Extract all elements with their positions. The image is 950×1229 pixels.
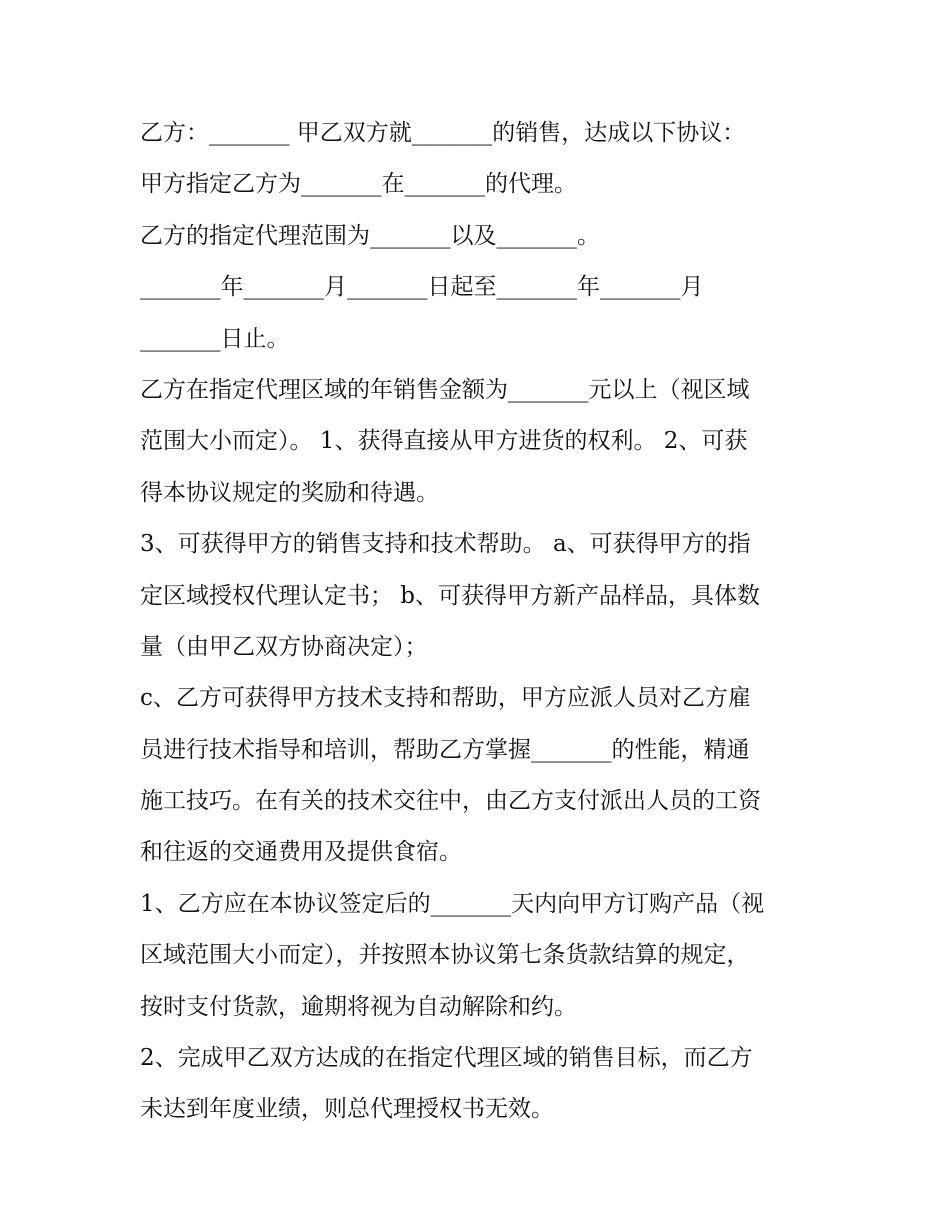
text-line: 定区域授权代理认定书； b、可获得甲方新产品样品，具体数 bbox=[140, 582, 761, 609]
text-line: 乙方在指定代理区域的年销售金额为_______元以上（视区域 bbox=[140, 376, 750, 403]
text-line: 范围大小而定）。 1、获得直接从甲方进货的权利。 2、可获 bbox=[140, 428, 748, 455]
text-line: 量（由甲乙双方协商决定）； bbox=[140, 633, 428, 660]
text-line: 未达到年度业绩，则总代理授权书无效。 bbox=[140, 1096, 554, 1123]
text-line: c、乙方可获得甲方技术支持和帮助，甲方应派人员对乙方雇 bbox=[140, 685, 751, 712]
text-line: _______年_______月_______日起至_______年_______月 bbox=[140, 274, 704, 301]
text-line: 区域范围大小而定），并按照本协议第七条货款结算的规定， bbox=[140, 942, 750, 969]
text-line: 甲方指定乙方为_______在_______的代理。 bbox=[140, 171, 577, 198]
text-line: 乙方的指定代理范围为_______以及_______。 bbox=[140, 222, 600, 249]
text-line: 按时支付货款，逾期将视为自动解除和约。 bbox=[140, 993, 577, 1020]
text-line: 员进行技术指导和培训，帮助乙方掌握_______的性能，精通 bbox=[140, 736, 750, 763]
text-line: 和往返的交通费用及提供食宿。 bbox=[140, 839, 462, 866]
text-line: 施工技巧。在有关的技术交往中，由乙方支付派出人员的工资 bbox=[140, 788, 761, 815]
text-line: _______日止。 bbox=[140, 325, 290, 352]
text-line: 乙方：_______ 甲乙双方就_______的销售，达成以下协议： bbox=[140, 120, 746, 146]
text-line: 得本协议规定的奖励和待遇。 bbox=[140, 479, 439, 506]
text-line: 1、乙方应在本协议签定后的_______天内向甲方订购产品（视 bbox=[140, 890, 765, 917]
document-body bbox=[140, 108, 820, 1136]
text-line: 3、可获得甲方的销售支持和技术帮助。 a、可获得甲方的指 bbox=[140, 531, 751, 558]
text-line: 2、完成甲乙双方达成的在指定代理区域的销售目标，而乙方 bbox=[140, 1045, 753, 1072]
